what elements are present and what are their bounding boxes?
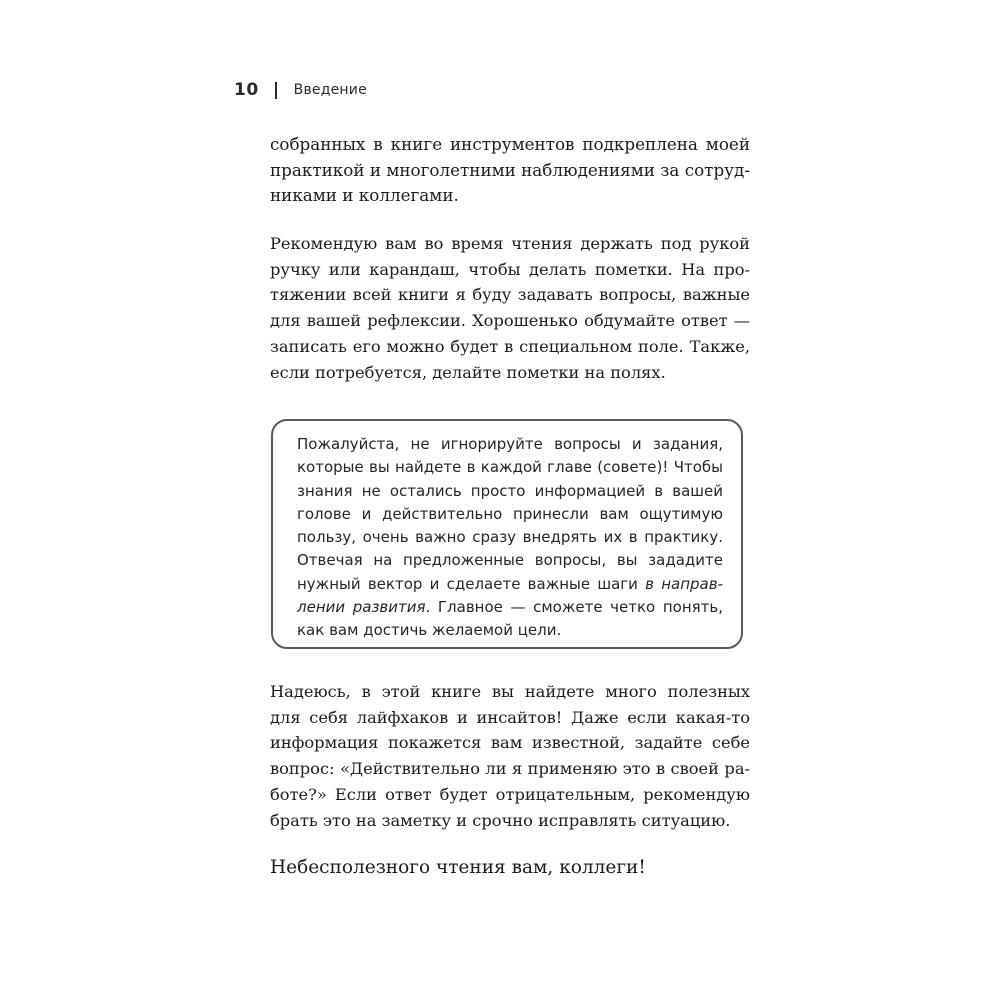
- paragraph-line: для себя лайфхаков и инсайтов! Даже если какая-то: [270, 707, 750, 727]
- paragraph-line: собранных в книге инструментов подкреплена моей: [270, 134, 750, 154]
- callout-text-plain: нужный вектор и сделаете важные шаги: [297, 574, 646, 593]
- section-title: Введение: [293, 82, 367, 98]
- callout-line: голове и действительно принесли вам ощутимую: [297, 504, 723, 523]
- paragraph-line: для вашей рефлексии. Хорошенько обдумайте ответ —: [270, 311, 750, 331]
- paragraph-line: никами и коллегами.: [270, 185, 459, 206]
- callout-line: [297, 596, 723, 619]
- callout-text-italic: в направ-: [645, 574, 723, 593]
- paragraph-line: Надеюсь, в этой книге вы найдете много полезных: [270, 682, 750, 701]
- header-separator: [275, 82, 277, 99]
- callout-line: [297, 573, 723, 596]
- callout-box: [271, 419, 743, 649]
- paragraph-line: Небесполезного чтения вам, коллеги!: [270, 857, 646, 878]
- running-head: [234, 78, 367, 102]
- paragraph-line: информация покажется вам известной, задайте себе: [270, 733, 750, 753]
- paragraph-line: Рекомендую вам во время чтения держать под рукой: [270, 234, 750, 253]
- paragraph-1: [270, 132, 750, 209]
- callout-line: Отвечая на предложенные вопросы, вы зададите: [297, 551, 723, 570]
- callout-line: знания не остались просто информацией в вашей: [297, 481, 723, 500]
- callout-line: как вам достичь желаемой цели.: [297, 621, 562, 640]
- callout-text-italic: лении развития: [297, 598, 426, 617]
- paragraph-line: записать его можно будет в специальном поле. Также,: [270, 336, 750, 356]
- paragraph-line: если потребуется, делайте пометки на полях.: [270, 362, 666, 382]
- paragraph-line: практикой и многолетними наблюдениями за сотруд-: [270, 159, 750, 180]
- paragraph-line: боте?» Если ответ будет отрицательным, рекомендую: [270, 784, 750, 804]
- paragraph-line: тяжении всей книги я буду задавать вопросы, важные: [270, 285, 750, 305]
- callout-text-plain: . Главное — сможете четко понять,: [425, 598, 724, 617]
- paragraph-3: [270, 679, 750, 833]
- closing-line: [270, 855, 750, 881]
- callout-line: пользу, очень важно сразу внедрять их в практику.: [297, 528, 723, 547]
- paragraph-2: [270, 231, 750, 385]
- paragraph-line: брать это на заметку и срочно исправлять ситуацию.: [270, 810, 731, 830]
- paragraph-line: ручку или карандаш, чтобы делать пометки. На про-: [270, 259, 750, 279]
- callout-line: которые вы найдете в каждой главе (совете)! Чтобы: [297, 458, 723, 477]
- callout-text: [297, 433, 723, 643]
- paragraph-line: вопрос: «Действительно ли я применяю это в своей ра-: [270, 759, 750, 779]
- callout-line: Пожалуйста, не игнорируйте вопросы и задания,: [297, 435, 723, 453]
- page-number: 10: [234, 80, 259, 100]
